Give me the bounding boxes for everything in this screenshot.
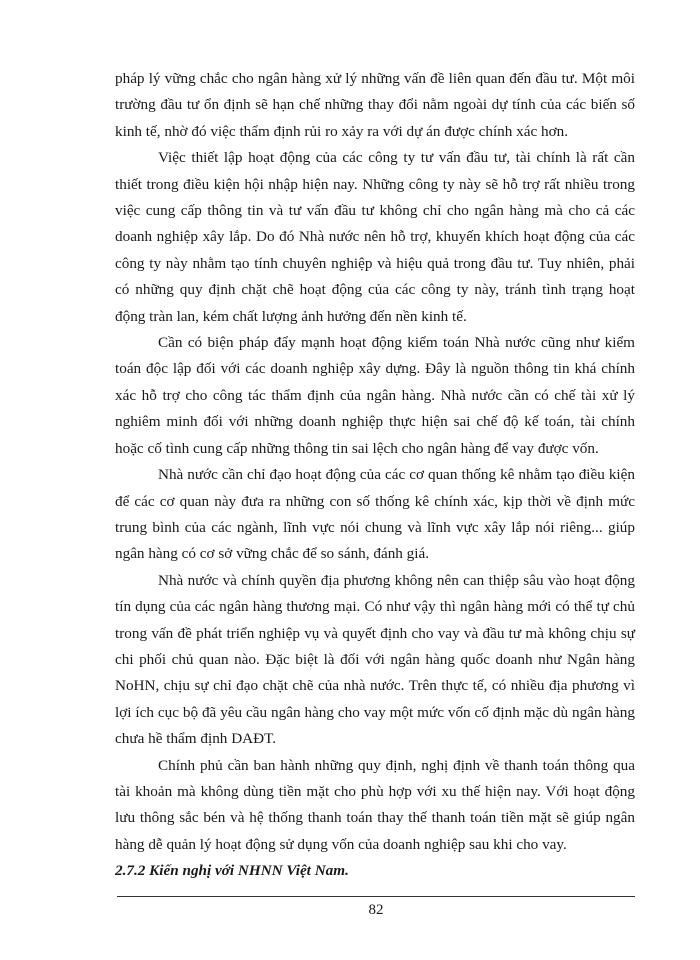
paragraph-continuation: pháp lý vững chắc cho ngân hàng xử lý những vấn đề liên quan đến đầu tư. Một môi trường đầu tư ổn định sẽ hạn chế những thay đổi nằm ngoài dự tính của các biến số kinh tế, nhờ đó việc thẩm định rủi ro xảy ra với dự án được chính xác hơn. (115, 70, 635, 140)
page-number: 82 (368, 902, 384, 918)
paragraph-state-audit: Cần có biện pháp đẩy mạnh hoạt động kiểm toán Nhà nước cũng như kiểm toán độc lập đối với các doanh nghiệp xây dựng. Đây là nguồn thông tin khá chính xác hỗ trợ cho công tác thẩm định của ngân hàng. Nhà nước cần có chế tài xử lý nghiêm minh đối với những doanh nghiệp thực hiện sai chế độ kế toán, tài chính hoặc cố tình cung cấp những thông tin sai lệch cho ngân hàng để vay được vốn. (115, 334, 635, 457)
section-heading: 2.7.2 Kiến nghị với NHNN Việt Nam. (115, 862, 349, 880)
paragraph-local-government: Nhà nước và chính quyền địa phương không nên can thiệp sâu vào hoạt động tín dụng của các ngân hàng thương mại. Có như vậy thì ngân hàng mới có thể tự chủ trong vấn đề phát triển nghiệp vụ và quyết định cho vay và đầu tư mà không chịu sự chi phối chủ quan nào. Đặc biệt là đối với ngân hàng quốc doanh như Ngân hàng NoHN, chịu sự chỉ đạo chặt chẽ của nhà nước. Trên thực tế, có nhiều địa phương vì lợi ích cục bộ đã yêu cầu ngân hàng cho vay một mức vốn cố định mặc dù ngân hàng chưa hề thẩm định DAĐT. (115, 571, 635, 748)
paragraph-non-cash-payment: Chính phủ cần ban hành những quy định, nghị định về thanh toán thông qua tài khoản mà không dùng tiền mặt cho phù hợp với xu thế hiện nay. Với hoạt động lưu thông sắc bén và hệ thống thanh toán thay thế thanh toán tiền mặt sẽ giúp ngân hàng dễ quản lý hoạt động sử dụng vốn của doanh nghiệp sau khi cho vay. (115, 756, 635, 853)
paragraph-statistics-agencies: Nhà nước cần chỉ đạo hoạt động của các cơ quan thống kê nhằm tạo điều kiện để các cơ quan này đưa ra những con số thống kê chính xác, kịp thời về định mức trung bình của các ngành, lĩnh vực nói chung và lĩnh vực xây lắp nói riêng... giúp ngân hàng có cơ sở vững chắc để so sánh, đánh giá. (115, 466, 635, 563)
footer-divider (117, 896, 635, 897)
paragraph-consulting-companies: Việc thiết lập hoạt động của các công ty tư vấn đầu tư, tài chính là rất cần thiết trong điều kiện hội nhập hiện nay. Những công ty này sẽ hỗ trợ rất nhiều trong việc cung cấp thông tin và tư vấn đầu tư không chỉ cho ngân hàng mà cho cả các doanh nghiệp xây lắp. Do đó Nhà nước nên hỗ trợ, khuyến khích hoạt động của các công ty này nhằm tạo tính chuyên nghiệp và hiệu quả trong đầu tư. Tuy nhiên, phải có những quy định chặt chẽ hoạt động của các công ty này, tránh tình trạng hoạt động tràn lan, kém chất lượng ảnh hưởng đến nền kinh tế. (115, 149, 635, 325)
body-text (115, 66, 635, 885)
